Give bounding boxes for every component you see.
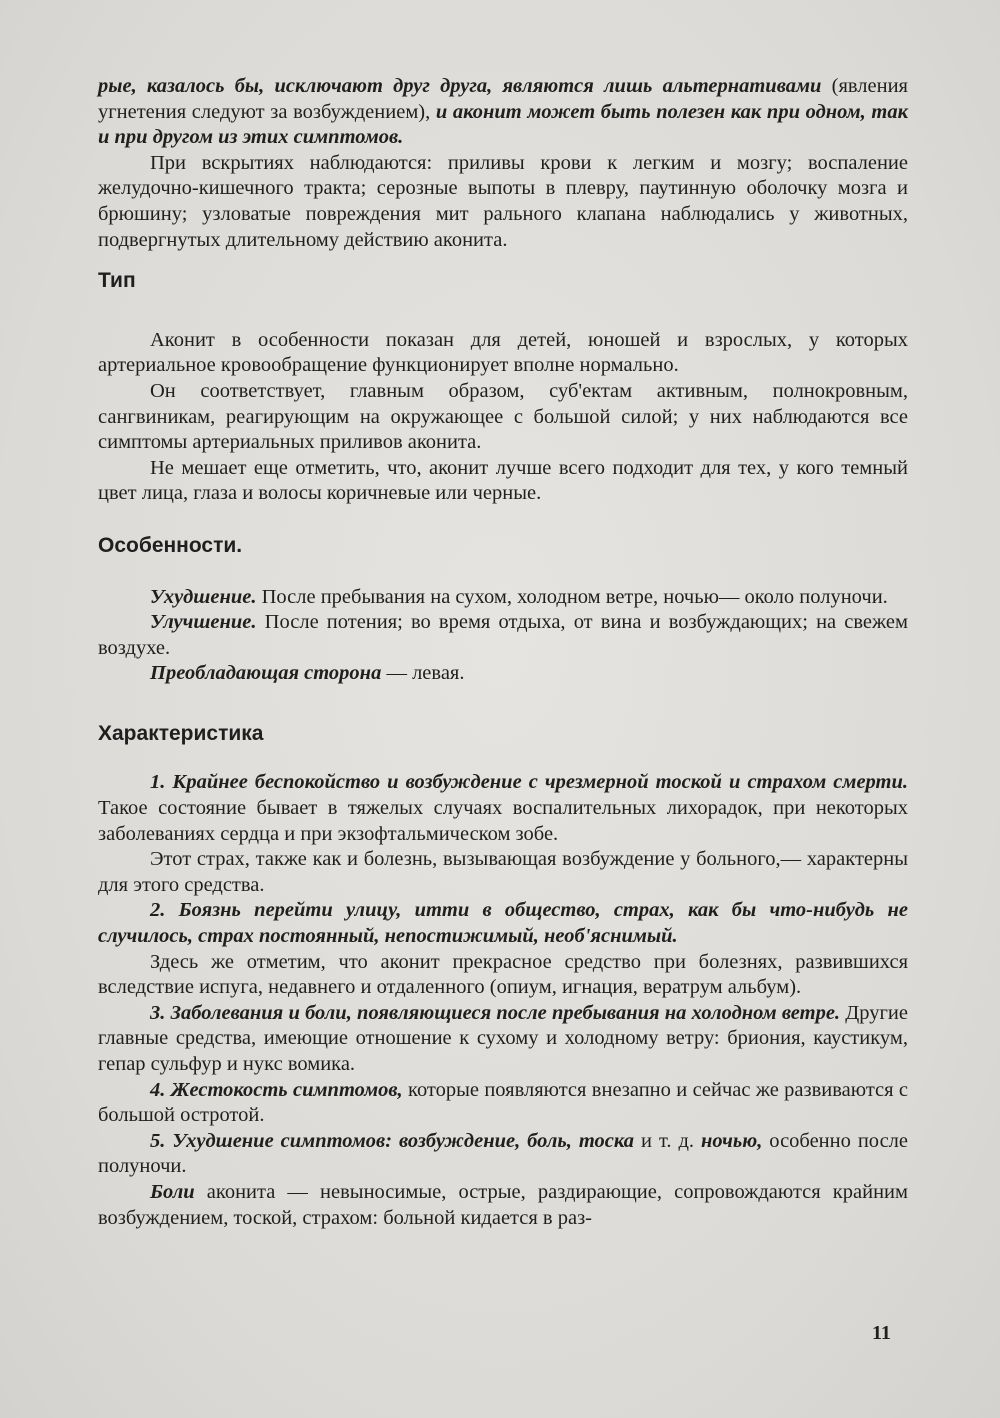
- tip-paragraph-2: Он соответствует, главным образом, суб'ектам активным, полнокровным, сангвиникам, реагирующим на окружающее с большой силой; у них наблюдаются все симптомы артериальных приливов аконита.: [98, 379, 908, 454]
- page-content: [98, 74, 908, 1231]
- intro-normal: (явления угнетения следуют за возбуждением),: [98, 75, 908, 123]
- symptom-3-label: 3. Заболевания и боли, появляющиеся после пребывания на холодном ветре.: [150, 1001, 841, 1024]
- symptom-5-text: особенно после полуночи.: [98, 1129, 908, 1178]
- symptom-1-paragraph: [98, 770, 908, 847]
- symptom-5-label-b: ночью,: [701, 1129, 763, 1152]
- side-label: Преобладающая сторона: [150, 662, 382, 685]
- better-paragraph: [98, 610, 908, 661]
- heading-characteristic: Характеристика: [98, 721, 264, 745]
- page-number: 11: [872, 1322, 891, 1344]
- intro-italic-b: и аконит может быть полезен как при одном, так и при другом из этих симптомов.: [98, 100, 908, 149]
- heading-osobennosti: Особенности.: [98, 533, 243, 557]
- symptom-1-text: Такое состояние бывает в тяжелых случаях воспалительных лихорадок, при некоторых заболеваниях сердца и при экзофтальмическом зобе.: [98, 797, 908, 845]
- symptom-5-label: 5. Ухудшение симптомов: возбуждение, боль, тоска: [150, 1129, 635, 1152]
- symptom-3-text: Другие главные средства, имеющие отношение к сухому и холодному ветру: бриония, каустикум, гепар сульфур и нукс вомика.: [98, 1001, 908, 1075]
- intro-paragraph: [98, 74, 908, 151]
- better-label: Улучшение.: [150, 611, 257, 634]
- symptom-3-paragraph: [98, 1001, 908, 1078]
- symptom-4-label: 4. Жестокость симптомов,: [150, 1078, 403, 1101]
- symptom-4-text: которые появляются внезапно и сейчас же развиваются с большой остротой.: [98, 1078, 908, 1127]
- side-text: — левая.: [381, 662, 465, 685]
- side-paragraph: [98, 661, 908, 687]
- worse-label: Ухудшение.: [150, 585, 257, 608]
- better-text: После потения; во время отдыха, от вина и возбуждающих; на свежем воздухе.: [98, 611, 908, 659]
- heading-tip: Тип: [98, 269, 136, 293]
- intro-italic-a: рые, казалось бы, исключают друг друга, являются лишь альтернативами: [98, 75, 822, 97]
- pain-paragraph: [98, 1180, 908, 1231]
- symptom-2-label: 2. Боязнь перейти улицу, итти в общество, страх, как бы что-нибудь не случилось, страх постоянный, непостижимый, необ'яснимый.: [98, 899, 908, 948]
- worse-text: После пребывания на сухом, холодном ветре, ночью— около полуночи.: [256, 585, 888, 608]
- tip-paragraph-3: Не мешает еще отметить, что, аконит лучше всего подходит для тех, у кого темный цвет лица, глаза и волосы коричневые или черные.: [98, 456, 908, 505]
- pain-label: Боли: [150, 1180, 195, 1203]
- symptom-5-paragraph: [98, 1129, 908, 1180]
- symptom-2-paragraph: [98, 898, 908, 949]
- symptom-1-label: 1. Крайнее беспокойство и возбуждение с чрезмерной тоской и страхом смерти.: [150, 771, 908, 794]
- autopsy-paragraph: При вскрытиях наблюдаются: приливы крови к легким и мозгу; воспаление желудочно-кишечного тракта; серозные выпоты в плевру, паутинную оболочку мозга и брюшину; узловатые повреждения мит рального клапана наблюдались у животных, подвергнутых длительному действию аконита.: [98, 151, 908, 251]
- symptom-2-paragraph-2: Здесь же отметим, что аконит прекрасное средство при болезнях, развившихся вследствие испуга, недавнего и отдаленного (опиум, игнация, вератрум альбум).: [98, 950, 908, 999]
- tip-paragraph-1: Аконит в особенности показан для детей, юношей и взрослых, у которых артериальное кровообращение функционирует вполне нормально.: [98, 328, 908, 377]
- symptom-5-mid: и т. д.: [634, 1129, 701, 1152]
- symptom-4-paragraph: [98, 1078, 908, 1129]
- symptom-1-paragraph-2: Этот страх, также как и болезнь, вызывающая возбуждение у больного,— характерны для этого средства.: [98, 848, 908, 896]
- worse-paragraph: [98, 585, 908, 611]
- pain-text: аконита — невыносимые, острые, раздирающие, сопровождаются крайним возбуждением, тоской, страхом: больной кидается в раз-: [98, 1180, 908, 1229]
